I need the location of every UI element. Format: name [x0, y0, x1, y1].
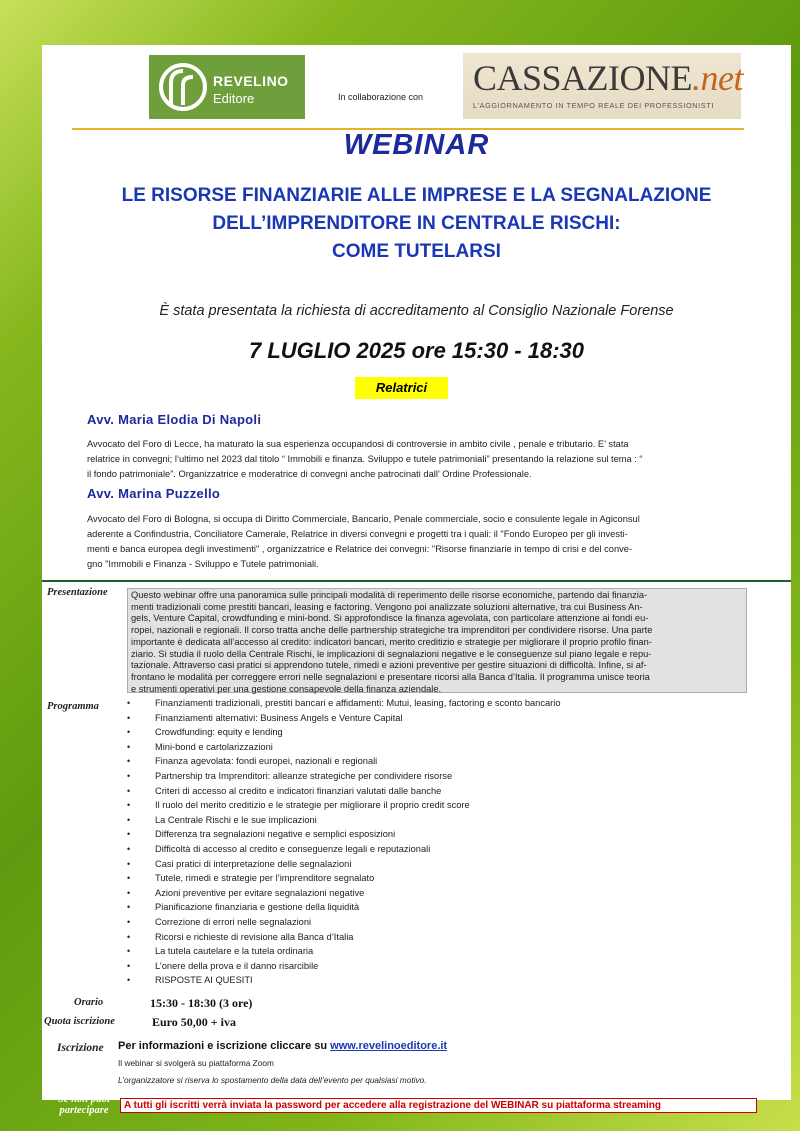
registration-link[interactable]: www.revelinoeditore.it: [330, 1040, 448, 1052]
cassazione-tagline: L'AGGIORNAMENTO IN TEMPO REALE DEI PROFESSIONISTI: [473, 101, 714, 110]
speaker-bio-line: aderente a Confindustria, Conciliatore Camerale, Relatrice in diversi convegni e progetti tra i quali: il "Fondo Europeo per gli investi-: [87, 529, 628, 539]
section-divider: [42, 580, 791, 582]
cassazione-name: CASSAZIONE.net: [473, 58, 743, 98]
presentation-line: gels, Venture Capital, crowdfunding e mini-bond. Si approfondisce la finanza agevolata, con particolare attenzione ai fondi eu-: [131, 613, 649, 624]
program-item: • Tutele, rimedi e strategie per l’imprenditore segnalato: [127, 871, 747, 886]
speaker-bio-line: menti e banca europea degli investimenti" , organizzatrice e Relatrice dei convegni: "Risorse finanziarie in tempo di crisi e del conve-: [87, 544, 633, 554]
collaboration-text: In collaborazione con: [338, 92, 424, 102]
program-item: • Ricorsi e richieste di revisione alla Banca d’Italia: [127, 930, 747, 945]
speaker-bio-line: Avvocato del Foro di Lecce, ha maturato la sua esperienza occupandosi di controversie in ambito civile , penale e tributario. E’ stata: [87, 439, 629, 449]
program-item: • RISPOSTE AI QUESITI: [127, 973, 747, 988]
cassazione-logo: [463, 53, 741, 119]
registration-label: Iscrizione: [57, 1042, 104, 1054]
program-item: • Crowdfunding: equity e lending: [127, 725, 747, 740]
speakers-label: Relatrici: [355, 377, 448, 399]
program-item: • L’onere della prova e il danno risarcibile: [127, 959, 747, 974]
program-item: • Finanziamenti tradizionali, prestiti bancari e affidamenti: Mutui, leasing, factoring e sconto bancario: [127, 696, 747, 711]
orario-label: Orario: [74, 997, 104, 1008]
program-item: • Casi pratici di interpretazione delle segnalazioni: [127, 857, 747, 872]
absent-label: [44, 1094, 124, 1116]
speaker-name: Avv. Maria Elodia Di Napoli: [87, 412, 262, 427]
cassazione-net: .net: [692, 58, 743, 98]
presentation-line: importante è dedicata all’accesso al credito: indicatori bancari, merito creditizio e strategie per migliorare il proprio profilo finan-: [131, 636, 652, 647]
speaker-name: Avv. Marina Puzzello: [87, 486, 221, 501]
streaming-notice: A tutti gli iscritti verrà inviata la password per accedere alla registrazione del WEBINAR su piattaforma streaming: [120, 1098, 757, 1113]
speaker-bio: [87, 437, 747, 482]
orario-value: 15:30 - 18:30 (3 ore): [150, 996, 253, 1010]
accreditation-note: È stata presentata la richiesta di accreditamento al Consiglio Nazionale Forense: [159, 303, 674, 319]
event-kind: WEBINAR: [343, 129, 490, 161]
program-item: • Correzione di errori nelle segnalazioni: [127, 915, 747, 930]
event-title-line: COME TUTELARSI: [332, 241, 501, 262]
absent-label-line: partecipare: [59, 1105, 109, 1116]
program-item: • La Centrale Rischi e le sue implicazioni: [127, 813, 747, 828]
speaker-bio-line: Avvocato del Foro di Bologna, si occupa di Diritto Commerciale, Bancario, Penale commerciale, socio e consulente legale in Agiconsul: [87, 514, 640, 524]
program-label: Programma: [47, 701, 99, 712]
revelino-logo: [149, 55, 305, 119]
presentation-label: Presentazione: [47, 587, 108, 598]
quota-label: Quota iscrizione: [44, 1016, 115, 1027]
revelino-mark-icon: [157, 61, 209, 113]
presentation-line: ziario. Si studia il ruolo della Centrale Rischi, le implicazioni di segnalazioni negative e le conseguenze sul piano legale e repu-: [131, 648, 652, 659]
program-item: • Azioni preventive per evitare segnalazioni negative: [127, 886, 747, 901]
event-title-line: LE RISORSE FINANZIARIE ALLE IMPRESE E LA SEGNALAZIONE: [121, 185, 712, 206]
speaker-bio-line: gno "Immobili e Finanza - Sviluppo e Tutele patrimoniali.: [87, 559, 319, 569]
event-title-line: DELL’IMPRENDITORE IN CENTRALE RISCHI:: [212, 213, 621, 234]
program-item: • Mini-bond e cartolarizzazioni: [127, 740, 747, 755]
registration-text: Per informazioni e iscrizione cliccare su: [118, 1040, 331, 1052]
event-date: 7 LUGLIO 2025 ore 15:30 - 18:30: [248, 338, 585, 363]
program-item: • La tutela cautelare e la tutela ordinaria: [127, 944, 747, 959]
presentation-line: frontano le modalità per correggere errori nelle segnalazioni e presentare ricorsi alla Banca d’Italia. Il programma unisce teoria: [131, 671, 650, 682]
presentation-line: e strumenti operativi per una gestione consapevole della finanza aziendale.: [131, 683, 442, 694]
program-item: • Criteri di accesso al credito e indicatori finanziari valutati dalle banche: [127, 784, 747, 799]
platform-note: Il webinar si svolgerà su piattaforma Zoom: [118, 1058, 274, 1068]
program-item: • Finanza agevolata: fondi europei, nazionali e regionali: [127, 754, 747, 769]
event-title: [42, 182, 791, 266]
registration-info: [118, 1040, 447, 1052]
revelino-name: REVELINO: [213, 73, 289, 89]
presentation-line: Questo webinar offre una panoramica sulle principali modalità di reperimento delle risorse economiche, partendo dai finanzia-: [131, 590, 648, 600]
quota-value: Euro 50,00 + iva: [152, 1015, 236, 1029]
revelino-editore: Editore: [213, 91, 255, 106]
presentation-line: menti tradizionali come prestiti bancari, leasing e factoring. Vengono poi analizzate soluzioni alternative, tra cui Business An-: [131, 601, 643, 612]
program-list: [127, 696, 747, 988]
absent-label-line: Se non puoi: [58, 1094, 110, 1105]
speaker-bio: [87, 512, 747, 572]
program-item: • Pianificazione finanziaria e gestione della liquidità: [127, 900, 747, 915]
program-item: • Partnership tra Imprenditori: alleanze strategiche per condividere risorse: [127, 769, 747, 784]
program-item: • Finanziamenti alternativi: Business Angels e Venture Capital: [127, 711, 747, 726]
speaker-bio-line: relatrice in convegni; l’ultimo nel 2023 dal titolo “ Immobili e finanza. Sviluppo e tutele patrimoniali” presentando la relazione sul tema : “: [87, 454, 643, 464]
program-item: • Difficoltà di accesso al credito e conseguenze legali e reputazionali: [127, 842, 747, 857]
program-item: • Il ruolo del merito creditizio e le strategie per migliorare il proprio credit score: [127, 798, 747, 813]
presentation-line: tazionale. Attraverso casi pratici si apprendono tutele, rimedi e azioni preventive per gestire situazioni di difficoltà. Infine, si af-: [131, 660, 647, 671]
speaker-bio-line: il fondo patrimoniale”. Organizzatrice e moderatrice di convegni anche patrocinati dall’ Ordine Professionale.: [87, 469, 532, 479]
organizer-note: L’organizzatore si riserva lo spostamento della data dell’evento per qualsiasi motivo.: [118, 1075, 427, 1085]
program-item: • Differenza tra segnalazioni negative e semplici esposizioni: [127, 827, 747, 842]
presentation-box: [127, 588, 747, 693]
presentation-line: ropei, nazionali e regionali. Il corso tratta anche delle partnership strategiche tra imprenditori per condividere risorse. Una parte: [131, 625, 653, 636]
